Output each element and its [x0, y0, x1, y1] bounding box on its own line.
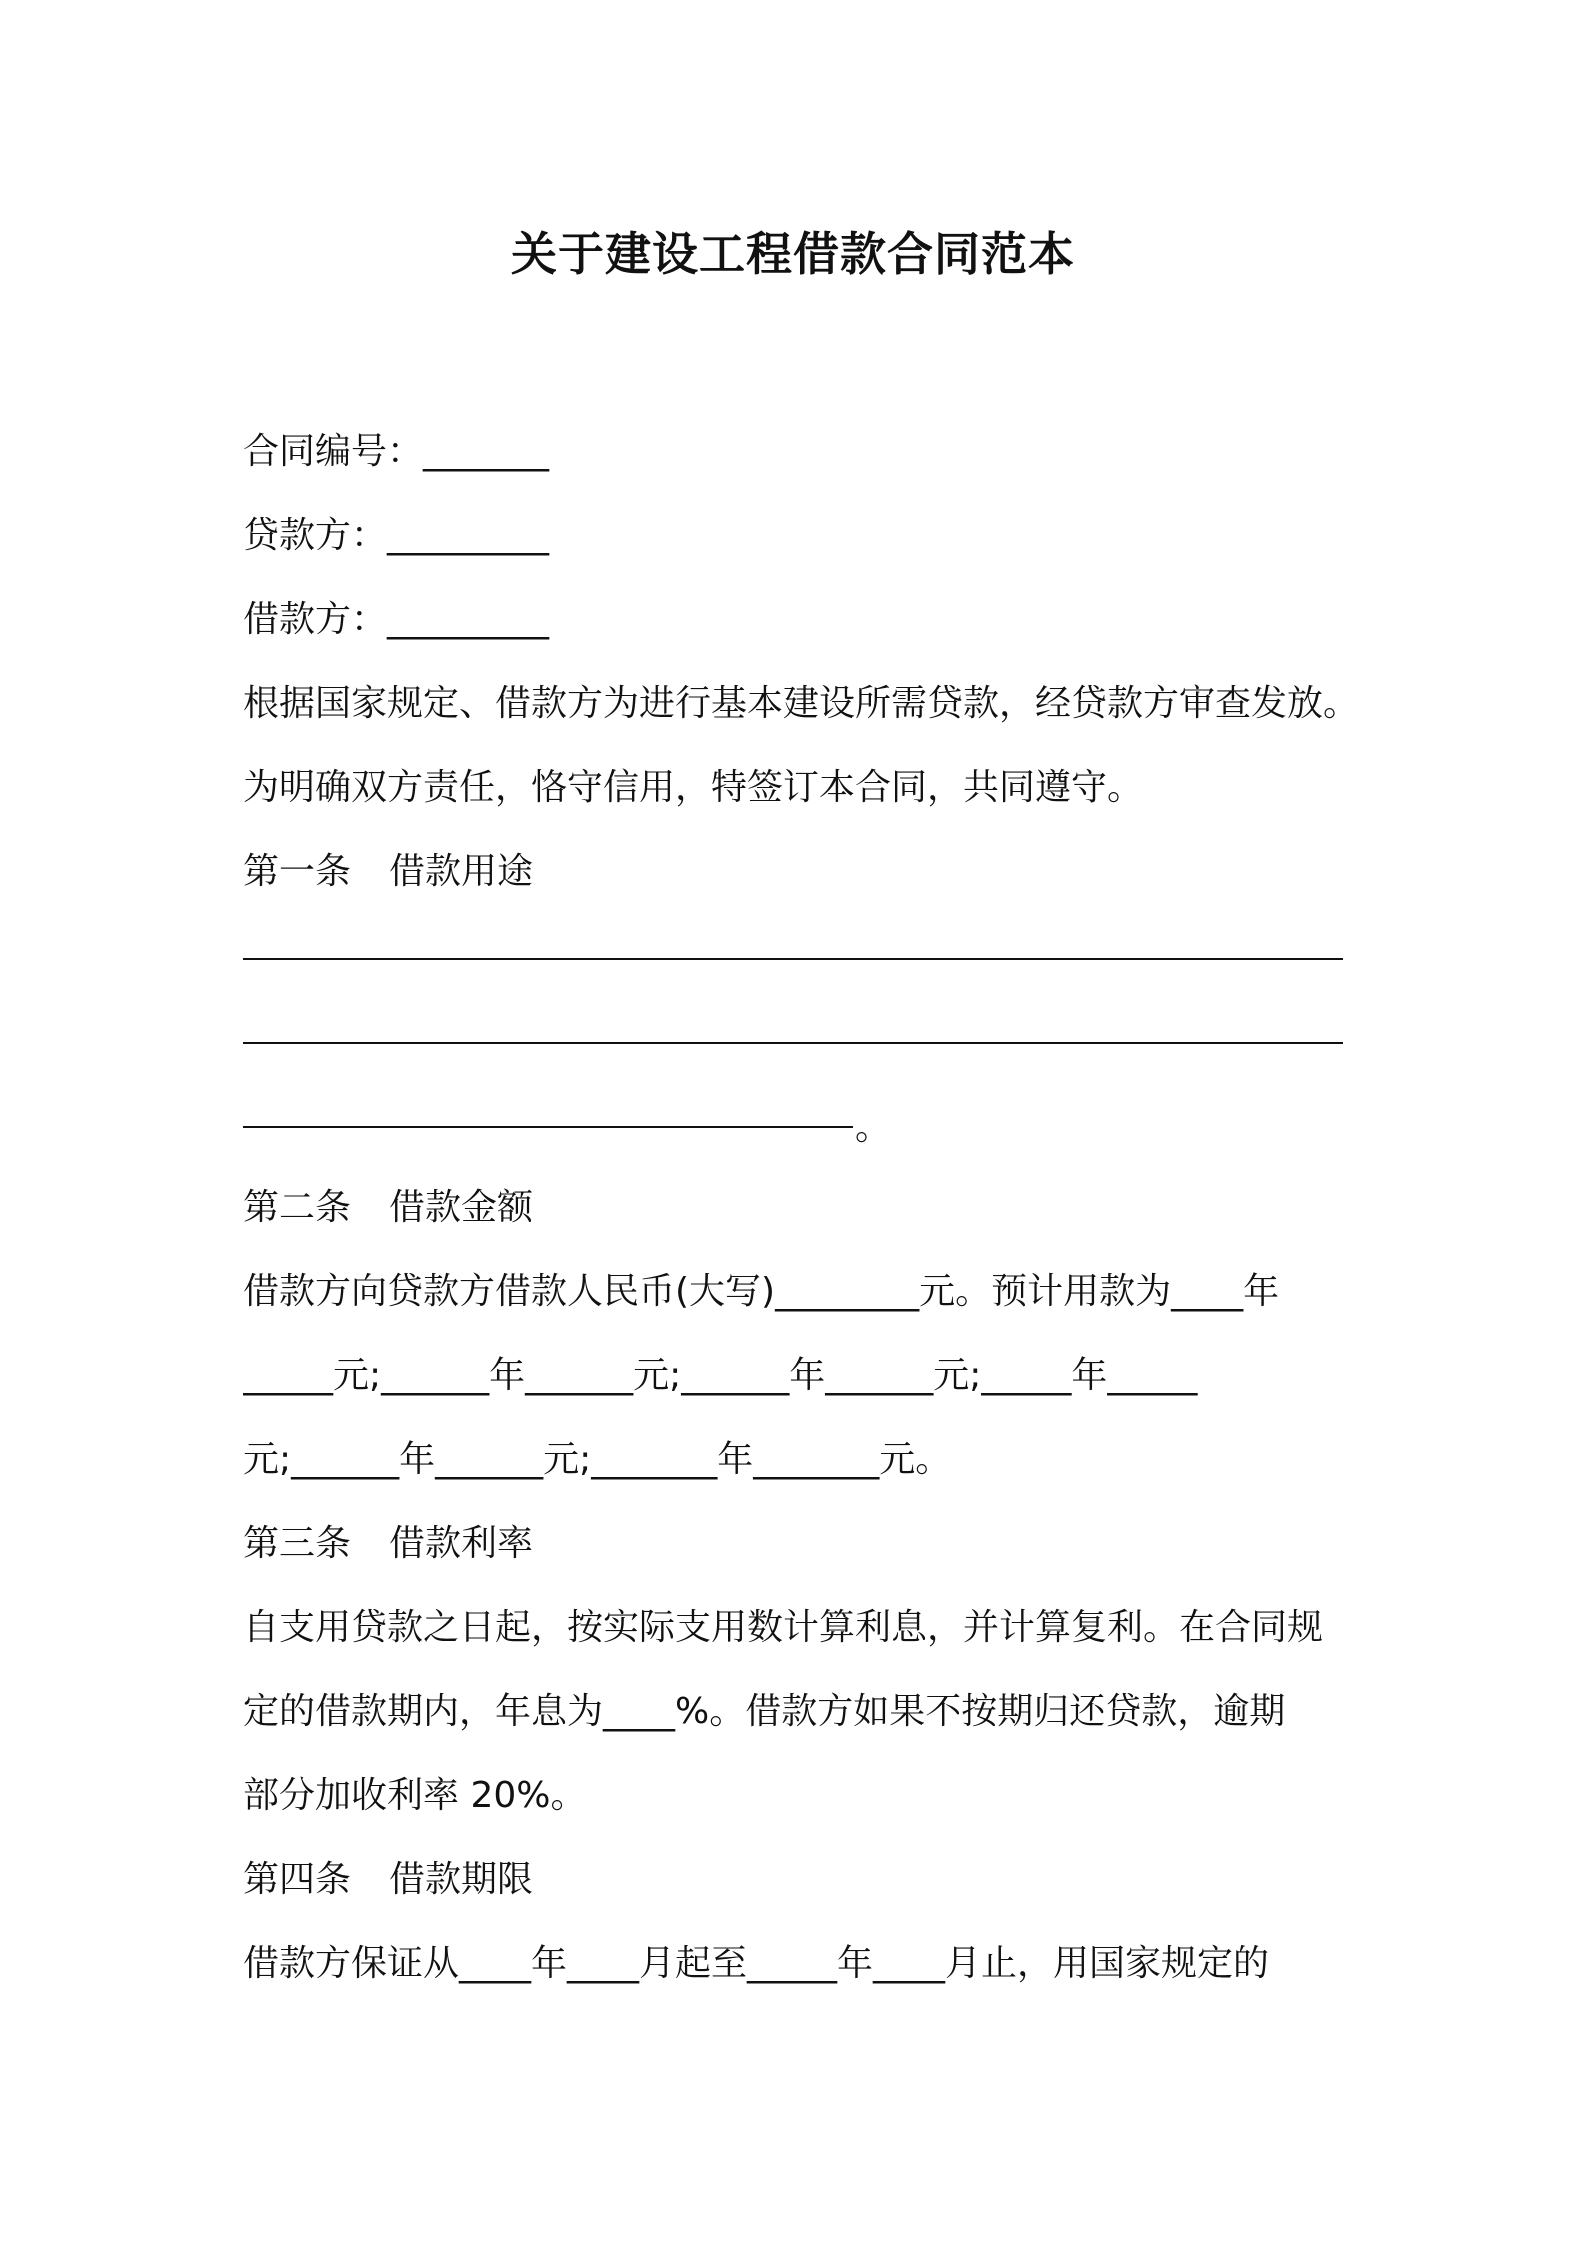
fill-in-blank-line [243, 998, 1363, 1082]
article-3-text-line: 部分加收利率 20%。 [243, 1775, 587, 1816]
article-3-heading [243, 1502, 1363, 1586]
article-2-text-line: 借款方向贷款方借款人民币(大写)________元。预计用款为____年 [243, 1271, 1280, 1312]
preamble-line: 根据国家规定、借款方为进行基本建设所需贷款，经贷款方审查发放。 [243, 683, 1360, 724]
article-title: 借款期限 [389, 1859, 534, 1900]
article-2-text-line: _____元;______年______元;______年______元;_____年_____ [243, 1355, 1198, 1396]
article-1-heading [243, 830, 1363, 914]
fill-in-blank-line [243, 1082, 1363, 1166]
article-3-text-line: 定的借款期内，年息为____%。借款方如果不按期归还贷款，逾期 [243, 1691, 1286, 1732]
blank-rule [243, 1126, 853, 1128]
article-3-text-line: 自支用贷款之日起，按实际支用数计算利息，并计算复利。在合同规 [243, 1607, 1324, 1648]
contract-number-field: 合同编号：_______ [243, 431, 550, 472]
article-2-heading [243, 1166, 1363, 1250]
article-title: 借款金额 [389, 1187, 534, 1228]
article-4-text-line: 借款方保证从____年____月起至_____年____月止，用国家规定的 [243, 1943, 1270, 1984]
article-title: 借款用途 [389, 851, 534, 892]
document-body [243, 410, 1363, 2006]
article-2-text-line: 元;______年______元;_______年_______元。 [243, 1439, 952, 1480]
article-number: 第二条 [243, 1187, 352, 1228]
article-number: 第一条 [243, 851, 352, 892]
blank-rule [243, 958, 1343, 960]
lender-field: 贷款方：_________ [243, 515, 550, 556]
blank-rule [243, 1042, 1343, 1044]
fill-in-blank-line [243, 914, 1363, 998]
article-number: 第四条 [243, 1859, 352, 1900]
borrower-field: 借款方：_________ [243, 599, 550, 640]
preamble-line: 为明确双方责任，恪守信用，特签订本合同，共同遵守。 [243, 767, 1144, 808]
article-4-heading [243, 1838, 1363, 1922]
document-title: 关于建设工程借款合同范本 [511, 227, 1075, 281]
blank-end-mark: 。 [855, 1107, 892, 1148]
article-title: 借款利率 [389, 1523, 534, 1564]
article-number: 第三条 [243, 1523, 352, 1564]
